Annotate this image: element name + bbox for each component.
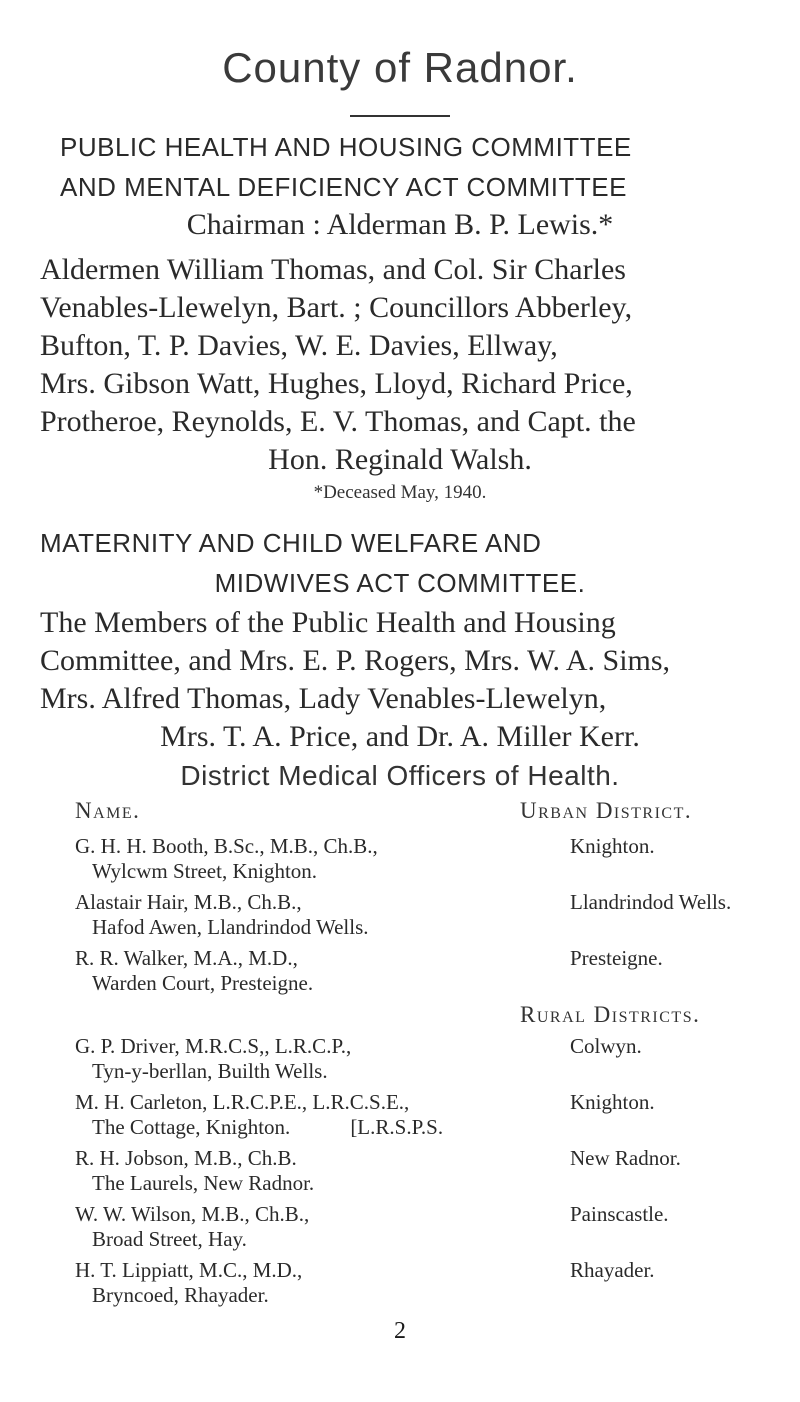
officer-name: H. T. Lippiatt, M.C., M.D., bbox=[75, 1258, 303, 1282]
chairman-line: Chairman : Alderman B. P. Lewis.* bbox=[186, 208, 614, 241]
committee1-heading-line1: PUBLIC HEALTH AND HOUSING COMMITTEE bbox=[60, 132, 632, 162]
officer-district: Rhayader. bbox=[570, 1258, 655, 1282]
officer-address: Tyn-y-berllan, Builth Wells. bbox=[92, 1059, 328, 1083]
officer-address: Broad Street, Hay. bbox=[92, 1227, 247, 1251]
officer-district: Colwyn. bbox=[570, 1034, 642, 1058]
officer-entry bbox=[75, 1090, 443, 1140]
officer-qualification-continued: [L.R.S.P.S. bbox=[350, 1115, 444, 1139]
officer-entry bbox=[75, 1258, 302, 1308]
county-title: County of Radnor. bbox=[222, 44, 578, 91]
officer-entry bbox=[75, 890, 369, 940]
officer-address: Warden Court, Presteigne. bbox=[92, 971, 314, 995]
officer-district: Painscastle. bbox=[570, 1202, 669, 1226]
officer-address: Wylcwm Street, Knighton. bbox=[92, 859, 318, 883]
officer-entry bbox=[75, 1202, 309, 1252]
officer-district: New Radnor. bbox=[570, 1146, 681, 1170]
member-line: Protheroe, Reynolds, E. V. Thomas, and Capt. the bbox=[40, 405, 636, 438]
officer-district: Llandrindod Wells. bbox=[570, 890, 732, 914]
member-line: Hon. Reginald Walsh. bbox=[268, 443, 532, 476]
officer-name: M. H. Carleton, L.R.C.P.E., L.R.C.S.E., bbox=[75, 1090, 410, 1114]
officer-entry bbox=[75, 946, 313, 996]
member-line: Mrs. Alfred Thomas, Lady Venables-Llewelyn, bbox=[40, 682, 607, 715]
officer-name: W. W. Wilson, M.B., Ch.B., bbox=[75, 1202, 310, 1226]
member-line: Bufton, T. P. Davies, W. E. Davies, Ellway, bbox=[40, 329, 558, 362]
member-line: Mrs. Gibson Watt, Hughes, Lloyd, Richard Price, bbox=[40, 367, 633, 400]
officer-district: Knighton. bbox=[570, 834, 655, 858]
officer-name: Alastair Hair, M.B., Ch.B., bbox=[75, 890, 302, 914]
officer-address: The Laurels, New Radnor. bbox=[92, 1171, 315, 1195]
member-line: Committee, and Mrs. E. P. Rogers, Mrs. W. A. Sims, bbox=[40, 644, 671, 677]
committee1-heading-line2: AND MENTAL DEFICIENCY ACT COMMITTEE bbox=[60, 172, 627, 202]
officer-name: G. H. H. Booth, B.Sc., M.B., Ch.B., bbox=[75, 834, 378, 858]
committee2-heading-line2: MIDWIVES ACT COMMITTEE. bbox=[214, 568, 586, 598]
deceased-note: *Deceased May, 1940. bbox=[313, 482, 487, 503]
rural-column-header: Rural Districts. bbox=[520, 1002, 701, 1027]
officer-address-text: The Cottage, Knighton. bbox=[92, 1115, 291, 1139]
officer-address bbox=[75, 1115, 443, 1140]
officers-title: District Medical Officers of Health. bbox=[180, 760, 620, 791]
officer-district: Knighton. bbox=[570, 1090, 655, 1114]
member-line: The Members of the Public Health and Housing bbox=[40, 606, 616, 639]
officer-address: Hafod Awen, Llandrindod Wells. bbox=[92, 915, 369, 939]
page-number: 2 bbox=[394, 1318, 406, 1344]
urban-column-header: Urban District. bbox=[520, 798, 693, 823]
member-line: Venables-Llewelyn, Bart. ; Councillors Abberley, bbox=[40, 291, 633, 324]
officer-name: R. R. Walker, M.A., M.D., bbox=[75, 946, 298, 970]
officer-entry bbox=[75, 834, 378, 884]
committee2-heading-line1: MATERNITY AND CHILD WELFARE AND bbox=[40, 528, 542, 558]
officer-entry bbox=[75, 1146, 314, 1196]
officer-district: Presteigne. bbox=[570, 946, 663, 970]
title-divider bbox=[350, 115, 450, 117]
name-column-header: Name. bbox=[75, 798, 141, 823]
officer-name: R. H. Jobson, M.B., Ch.B. bbox=[75, 1146, 297, 1170]
officer-name: G. P. Driver, M.R.C.S,, L.R.C.P., bbox=[75, 1034, 352, 1058]
officer-entry bbox=[75, 1034, 351, 1084]
member-line: Mrs. T. A. Price, and Dr. A. Miller Kerr. bbox=[160, 720, 640, 753]
officer-address: Bryncoed, Rhayader. bbox=[92, 1283, 269, 1307]
member-line: Aldermen William Thomas, and Col. Sir Charles bbox=[40, 253, 626, 286]
